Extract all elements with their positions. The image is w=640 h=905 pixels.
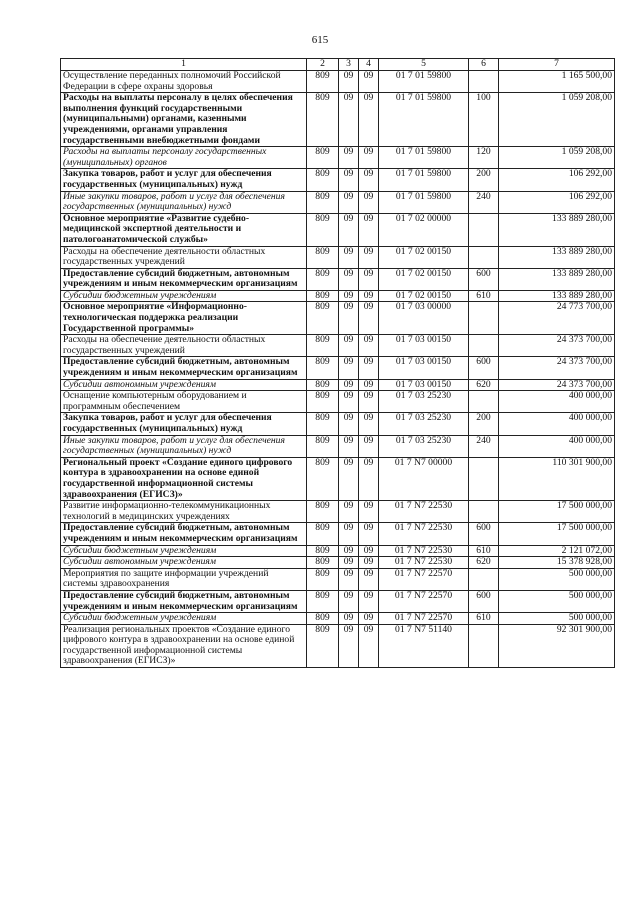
- row-amount: 106 292,00: [499, 191, 615, 213]
- section-code: 09: [339, 457, 359, 500]
- row-amount: 500 000,00: [499, 613, 615, 625]
- row-name: Расходы на обеспечение деятельности областных государственных учреждений: [61, 335, 307, 357]
- subsection-code: 09: [359, 147, 379, 169]
- target-article-code: 01 7 N7 22530: [379, 557, 469, 569]
- expense-type-code: [469, 501, 499, 523]
- expense-type-code: 600: [469, 590, 499, 612]
- column-number: 4: [359, 59, 379, 71]
- subsection-code: 09: [359, 213, 379, 246]
- subsection-code: 09: [359, 457, 379, 500]
- section-code: 09: [339, 568, 359, 590]
- expense-type-code: 620: [469, 557, 499, 569]
- subsection-code: 09: [359, 290, 379, 302]
- expense-type-code: 600: [469, 523, 499, 545]
- row-amount: 24 373 700,00: [499, 379, 615, 391]
- row-amount: 24 373 700,00: [499, 335, 615, 357]
- ministry-code: 809: [307, 357, 339, 379]
- ministry-code: 809: [307, 568, 339, 590]
- ministry-code: 809: [307, 391, 339, 413]
- target-article-code: 01 7 03 25230: [379, 413, 469, 435]
- row-name: Иные закупки товаров, работ и услуг для обеспечения государственных (муниципальных) нужд: [61, 191, 307, 213]
- subsection-code: 09: [359, 545, 379, 557]
- row-name: Предоставление субсидий бюджетным, автономным учреждениям и иным некоммерческим организациям: [61, 268, 307, 290]
- row-amount: 133 889 280,00: [499, 246, 615, 268]
- subsection-code: 09: [359, 413, 379, 435]
- target-article-code: 01 7 01 59800: [379, 147, 469, 169]
- ministry-code: 809: [307, 501, 339, 523]
- row-amount: 92 301 900,00: [499, 624, 615, 667]
- ministry-code: 809: [307, 435, 339, 457]
- expense-type-code: [469, 391, 499, 413]
- table-row: [61, 302, 615, 335]
- row-name: Закупка товаров, работ и услуг для обеспечения государственных (муниципальных) нужд: [61, 413, 307, 435]
- expense-type-code: 600: [469, 268, 499, 290]
- target-article-code: 01 7 02 00150: [379, 246, 469, 268]
- target-article-code: 01 7 N7 51140: [379, 624, 469, 667]
- table-row: [61, 391, 615, 413]
- subsection-code: 09: [359, 379, 379, 391]
- table-row: [61, 290, 615, 302]
- section-code: 09: [339, 302, 359, 335]
- table-row: [61, 213, 615, 246]
- row-amount: 17 500 000,00: [499, 501, 615, 523]
- table-row: [61, 501, 615, 523]
- row-name: Региональный проект «Создание единого цифрового контура в здравоохранении на основе единой государственной информационной системы здравоохранения (ЕГИСЗ)»: [61, 457, 307, 500]
- row-name: Предоставление субсидий бюджетным, автономным учреждениям и иным некоммерческим организациям: [61, 590, 307, 612]
- section-code: 09: [339, 624, 359, 667]
- subsection-code: 09: [359, 568, 379, 590]
- expense-type-code: [469, 71, 499, 93]
- section-code: 09: [339, 147, 359, 169]
- row-name: Расходы на выплаты персоналу государственных (муниципальных) органов: [61, 147, 307, 169]
- table-row: [61, 93, 615, 147]
- table-row: [61, 557, 615, 569]
- table-row: [61, 335, 615, 357]
- subsection-code: 09: [359, 169, 379, 191]
- row-amount: 1 165 500,00: [499, 71, 615, 93]
- subsection-code: 09: [359, 435, 379, 457]
- table-row: [61, 191, 615, 213]
- section-code: 09: [339, 613, 359, 625]
- subsection-code: 09: [359, 624, 379, 667]
- row-amount: 400 000,00: [499, 413, 615, 435]
- subsection-code: 09: [359, 191, 379, 213]
- subsection-code: 09: [359, 557, 379, 569]
- ministry-code: 809: [307, 302, 339, 335]
- section-code: 09: [339, 435, 359, 457]
- target-article-code: 01 7 03 00150: [379, 379, 469, 391]
- table-row: [61, 624, 615, 667]
- row-amount: 24 773 700,00: [499, 302, 615, 335]
- row-name: Развитие информационно-телекоммуникационных технологий в медицинских учреждениях: [61, 501, 307, 523]
- target-article-code: 01 7 01 59800: [379, 71, 469, 93]
- table-row: [61, 613, 615, 625]
- section-code: 09: [339, 213, 359, 246]
- subsection-code: 09: [359, 93, 379, 147]
- row-amount: 2 121 072,00: [499, 545, 615, 557]
- subsection-code: 09: [359, 501, 379, 523]
- expense-type-code: 240: [469, 191, 499, 213]
- target-article-code: 01 7 01 59800: [379, 93, 469, 147]
- row-amount: 110 301 900,00: [499, 457, 615, 500]
- table-row: [61, 379, 615, 391]
- target-article-code: 01 7 N7 22570: [379, 568, 469, 590]
- section-code: 09: [339, 71, 359, 93]
- row-amount: 24 373 700,00: [499, 357, 615, 379]
- target-article-code: 01 7 N7 22570: [379, 613, 469, 625]
- expense-type-code: [469, 568, 499, 590]
- section-code: 09: [339, 246, 359, 268]
- target-article-code: 01 7 N7 00000: [379, 457, 469, 500]
- target-article-code: 01 7 N7 22530: [379, 501, 469, 523]
- section-code: 09: [339, 523, 359, 545]
- expense-type-code: 120: [469, 147, 499, 169]
- column-number: 5: [379, 59, 469, 71]
- subsection-code: 09: [359, 268, 379, 290]
- ministry-code: 809: [307, 523, 339, 545]
- ministry-code: 809: [307, 191, 339, 213]
- row-amount: 15 378 928,00: [499, 557, 615, 569]
- section-code: 09: [339, 335, 359, 357]
- subsection-code: 09: [359, 302, 379, 335]
- row-name: Основное мероприятие «Информационно-технологическая поддержка реализации Государственной программы»: [61, 302, 307, 335]
- ministry-code: 809: [307, 169, 339, 191]
- section-code: 09: [339, 169, 359, 191]
- ministry-code: 809: [307, 457, 339, 500]
- table-row: [61, 169, 615, 191]
- row-name: Субсидии автономным учреждениям: [61, 557, 307, 569]
- ministry-code: 809: [307, 413, 339, 435]
- target-article-code: 01 7 N7 22530: [379, 545, 469, 557]
- section-code: 09: [339, 413, 359, 435]
- section-code: 09: [339, 268, 359, 290]
- subsection-code: 09: [359, 391, 379, 413]
- table-row: [61, 523, 615, 545]
- column-number-row: [61, 59, 615, 71]
- row-amount: 133 889 280,00: [499, 213, 615, 246]
- table-row: [61, 435, 615, 457]
- row-name: Основное мероприятие «Развитие судебно-медицинской экспертной деятельности и патологоанатомической службы»: [61, 213, 307, 246]
- target-article-code: 01 7 01 59800: [379, 191, 469, 213]
- subsection-code: 09: [359, 335, 379, 357]
- table-row: [61, 457, 615, 500]
- target-article-code: 01 7 03 00150: [379, 335, 469, 357]
- ministry-code: 809: [307, 613, 339, 625]
- expense-type-code: [469, 302, 499, 335]
- target-article-code: 01 7 N7 22530: [379, 523, 469, 545]
- subsection-code: 09: [359, 590, 379, 612]
- row-name: Субсидии автономным учреждениям: [61, 379, 307, 391]
- ministry-code: 809: [307, 557, 339, 569]
- row-name: Расходы на выплаты персоналу в целях обеспечения выполнения функций государственными (муниципальными) органами, казенными учреждениями, органами управления государственными внебюджетными фондами: [61, 93, 307, 147]
- expense-type-code: 620: [469, 379, 499, 391]
- budget-table: [60, 58, 615, 668]
- subsection-code: 09: [359, 71, 379, 93]
- section-code: 09: [339, 501, 359, 523]
- page-number: 615: [311, 34, 329, 46]
- section-code: 09: [339, 590, 359, 612]
- row-name: Мероприятия по защите информации учреждений системы здравоохранения: [61, 568, 307, 590]
- column-number: 3: [339, 59, 359, 71]
- subsection-code: 09: [359, 613, 379, 625]
- column-number: 2: [307, 59, 339, 71]
- table-row: [61, 590, 615, 612]
- target-article-code: 01 7 02 00150: [379, 290, 469, 302]
- section-code: 09: [339, 290, 359, 302]
- row-amount: 1 059 208,00: [499, 147, 615, 169]
- ministry-code: 809: [307, 335, 339, 357]
- table-row: [61, 71, 615, 93]
- expense-type-code: [469, 246, 499, 268]
- table-row: [61, 268, 615, 290]
- row-amount: 400 000,00: [499, 435, 615, 457]
- column-number: 7: [499, 59, 615, 71]
- ministry-code: 809: [307, 147, 339, 169]
- expense-type-code: 240: [469, 435, 499, 457]
- section-code: 09: [339, 93, 359, 147]
- column-number: 6: [469, 59, 499, 71]
- row-name: Оснащение компьютерным оборудованием и программным обеспечением: [61, 391, 307, 413]
- table-row: [61, 568, 615, 590]
- target-article-code: 01 7 03 25230: [379, 391, 469, 413]
- expense-type-code: 610: [469, 545, 499, 557]
- row-amount: 106 292,00: [499, 169, 615, 191]
- section-code: 09: [339, 379, 359, 391]
- row-name: Субсидии бюджетным учреждениям: [61, 290, 307, 302]
- section-code: 09: [339, 391, 359, 413]
- ministry-code: 809: [307, 71, 339, 93]
- expense-type-code: [469, 213, 499, 246]
- target-article-code: 01 7 03 00000: [379, 302, 469, 335]
- target-article-code: 01 7 N7 22570: [379, 590, 469, 612]
- row-amount: 500 000,00: [499, 568, 615, 590]
- table-row: [61, 357, 615, 379]
- row-name: Предоставление субсидий бюджетным, автономным учреждениям и иным некоммерческим организациям: [61, 357, 307, 379]
- subsection-code: 09: [359, 246, 379, 268]
- expense-type-code: 600: [469, 357, 499, 379]
- ministry-code: 809: [307, 290, 339, 302]
- target-article-code: 01 7 03 00150: [379, 357, 469, 379]
- table-row: [61, 413, 615, 435]
- row-name: Реализация региональных проектов «Создание единого цифрового контура в здравоохранении на основе единой государственной информационной системы здравоохранения (ЕГИСЗ)»: [61, 624, 307, 667]
- row-name: Субсидии бюджетным учреждениям: [61, 613, 307, 625]
- section-code: 09: [339, 357, 359, 379]
- row-name: Закупка товаров, работ и услуг для обеспечения государственных (муниципальных) нужд: [61, 169, 307, 191]
- subsection-code: 09: [359, 357, 379, 379]
- target-article-code: 01 7 01 59800: [379, 169, 469, 191]
- target-article-code: 01 7 02 00000: [379, 213, 469, 246]
- row-name: Осуществление переданных полномочий Российской Федерации в сфере охраны здоровья: [61, 71, 307, 93]
- ministry-code: 809: [307, 268, 339, 290]
- subsection-code: 09: [359, 523, 379, 545]
- ministry-code: 809: [307, 624, 339, 667]
- row-amount: 500 000,00: [499, 590, 615, 612]
- ministry-code: 809: [307, 590, 339, 612]
- row-amount: 133 889 280,00: [499, 290, 615, 302]
- expense-type-code: 200: [469, 413, 499, 435]
- row-amount: 1 059 208,00: [499, 93, 615, 147]
- table-row: [61, 246, 615, 268]
- expense-type-code: 610: [469, 613, 499, 625]
- expense-type-code: 610: [469, 290, 499, 302]
- expense-type-code: [469, 624, 499, 667]
- ministry-code: 809: [307, 93, 339, 147]
- section-code: 09: [339, 557, 359, 569]
- target-article-code: 01 7 02 00150: [379, 268, 469, 290]
- target-article-code: 01 7 03 25230: [379, 435, 469, 457]
- row-name: Субсидии бюджетным учреждениям: [61, 545, 307, 557]
- column-number: 1: [61, 59, 307, 71]
- ministry-code: 809: [307, 246, 339, 268]
- ministry-code: 809: [307, 213, 339, 246]
- ministry-code: 809: [307, 379, 339, 391]
- row-name: Расходы на обеспечение деятельности областных государственных учреждений: [61, 246, 307, 268]
- expense-type-code: 200: [469, 169, 499, 191]
- row-name: Иные закупки товаров, работ и услуг для обеспечения государственных (муниципальных) нужд: [61, 435, 307, 457]
- ministry-code: 809: [307, 545, 339, 557]
- section-code: 09: [339, 545, 359, 557]
- expense-type-code: [469, 457, 499, 500]
- row-amount: 133 889 280,00: [499, 268, 615, 290]
- row-amount: 17 500 000,00: [499, 523, 615, 545]
- expense-type-code: [469, 335, 499, 357]
- table-row: [61, 147, 615, 169]
- expense-type-code: 100: [469, 93, 499, 147]
- table-row: [61, 545, 615, 557]
- row-amount: 400 000,00: [499, 391, 615, 413]
- section-code: 09: [339, 191, 359, 213]
- row-name: Предоставление субсидий бюджетным, автономным учреждениям и иным некоммерческим организациям: [61, 523, 307, 545]
